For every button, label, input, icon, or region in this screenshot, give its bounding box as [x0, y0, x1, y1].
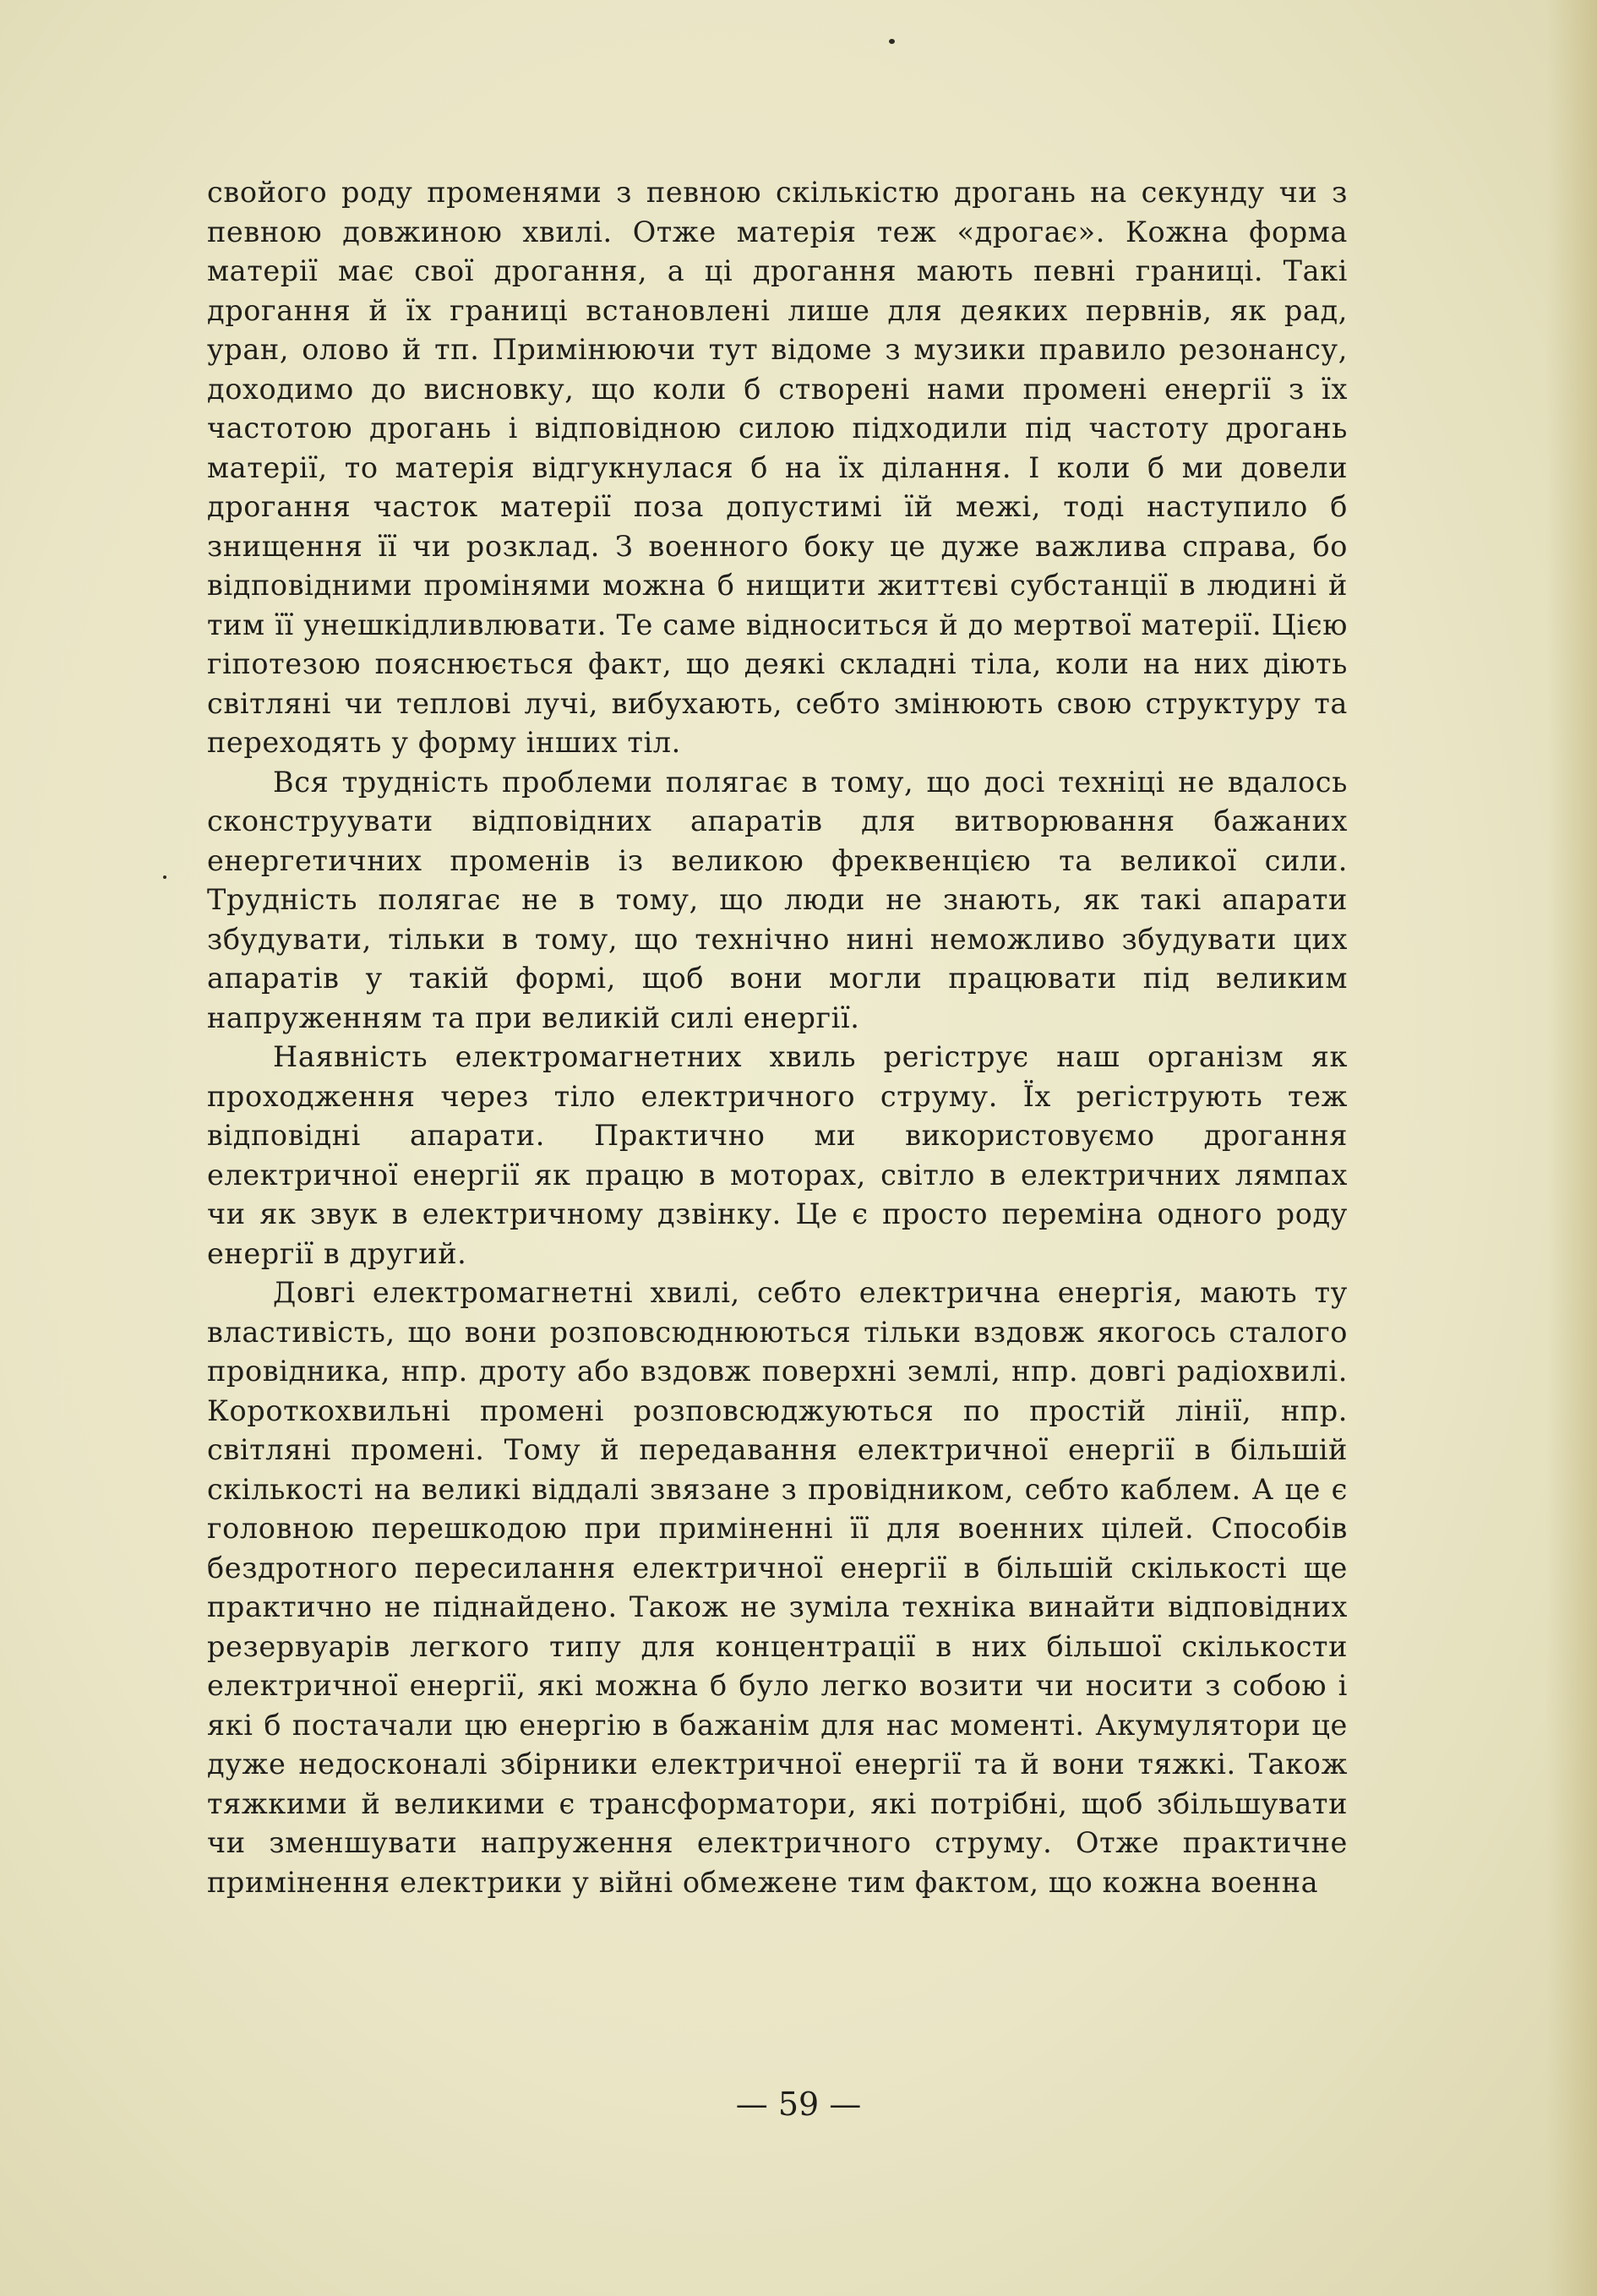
body-text: [207, 173, 1348, 1902]
ink-speck: [889, 39, 895, 44]
paragraph: Наявність електромагнетних хвиль регіструє наш організм як проходження через тіло електричного струму. Їх регіструють теж відповідні апарати. Практично ми використовуємо дрогання електричної енергії як працю в моторах, світло в електричних лямпах чи як звук в електричному дзвінку. Це є просто переміна одного роду енергії в другий.: [207, 1040, 1348, 1270]
page-number: — 59 —: [735, 2086, 862, 2123]
paragraph: Вся трудність проблеми полягає в тому, що досі техніці не вдалось сконструувати відповідних апаратів для витворювання бажаних енергетичних променів із великою фреквенцією та великої сили. Трудність полягає не в тому, що люди не знають, як такі апарати збудувати, тільки в тому, що технічно нині неможливо збудувати цих апаратів у такій формі, щоб вони могли працювати під великим напруженням та при великій силі енергії.: [207, 765, 1348, 1034]
page-edge-shading: [1546, 0, 1597, 2296]
ink-speck: [163, 875, 166, 879]
paragraph: свойого роду променями з певною скількістю дрогань на секунду чи з певною довжиною хвилі. Отже матерія теж «дрогає». Кожна форма матерії має свої дрогання, а ці дрогання мають певні границі. Такі дрогання й їх границі встановлені лише для деяких первнів, як рад, уран, олово й тп. Примінюючи тут відоме з музики правило резонансу, доходимо до висновку, що коли б створені нами промені енергії з їх частотою дрогань і відповідною силою підходили під частоту дрогань матерії, то матерія відгукнулася б на їх ділання. І коли б ми довели дрогання часток матерії поза допустимі їй межі, тоді наступило б знищення її чи розклад. З военного боку це дуже важлива справа, бо відповідними промінями можна б нищити життєві субстанції в людині й тим її унешкідливлювати. Те саме відноситься й до мертвої матерії. Цією гіпотезою пояснюється факт, що деякі складні тіла, коли на них діють світляні чи теплові лучі, вибухають, себто змінюють свою структуру та переходять у форму інших тіл.: [207, 176, 1348, 759]
paragraph: Довгі електромагнетні хвилі, себто електрична енергія, мають ту властивість, що вони розповсюднюються тільки вздовж якогось сталого провідника, нпр. дроту або вздовж поверхні землі, нпр. довгі радіохвилі. Короткохвильні промені розповсюджуються по простій лінії, нпр. світляні промені. Тому й передавання електричної енергії в більшій скількості на великі віддалі звязане з провідником, себто каблем. А це є головною перешкодою при приміненні її для военних цілей. Способів бездротного пересилання електричної енергії в більшій скількості ще практично не піднайдено. Також не зуміла техніка винайти відповідних резервуарів легкого типу для концентрації в них більшої скількости електричної енергії, які можна б було легко возити чи носити з собою і які б постачали цю енергію в бажанім для нас моменті. Акумулятори це дуже недосконалі збірники електричної енергії та й вони тяжкі. Також тяжкими й великими є трансформатори, які потрібні, щоб збільшувати чи зменшувати напруження електричного струму. Отже практичне примінення електрики у війні обмежене тим фактом, що кожна военна: [207, 1276, 1348, 1899]
